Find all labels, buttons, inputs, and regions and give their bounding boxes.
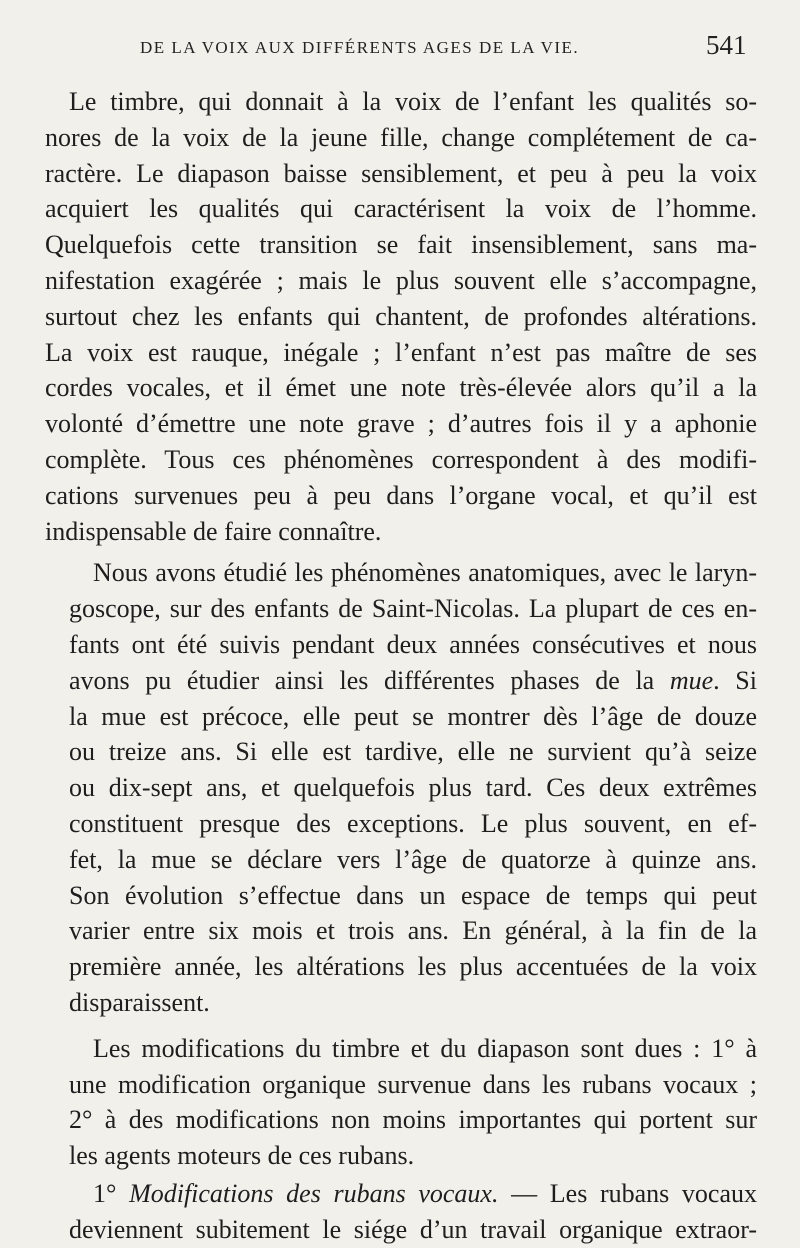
text-line: nores de la voix de la jeune fille, change complétement de ca- — [45, 122, 757, 152]
text-line: la mue est précoce, elle peut se montrer dès l’âge de douze — [69, 701, 757, 731]
text-line: indispensable de faire connaître. — [45, 516, 382, 546]
body-text — [45, 84, 757, 1248]
text-line: Son évolution s’effectue dans un espace de temps qui peut — [69, 880, 757, 910]
paragraph-4 — [45, 1176, 757, 1248]
text-run: avons pu étudier ainsi les différentes phases de la — [69, 665, 670, 695]
text-line: ractère. Le diapason baisse sensiblement, et peu à peu la voix — [45, 158, 757, 188]
paragraph-3 — [45, 1031, 757, 1174]
text-line — [45, 663, 757, 699]
page-number: 541 — [706, 30, 747, 60]
text-line: fet, la mue se déclare vers l’âge de quatorze à quinze ans. — [69, 844, 757, 874]
text-line: complète. Tous ces phénomènes correspondent à des modifi- — [45, 444, 757, 474]
section-number: 1° — [93, 1178, 130, 1208]
text-line: Quelquefois cette transition se fait insensiblement, sans ma- — [45, 230, 757, 260]
text-line: varier entre six mois et trois ans. En général, à la fin de la — [69, 916, 757, 946]
italic-term: mue — [669, 665, 714, 695]
text-line: ou dix-sept ans, et quelquefois plus tard. Ces deux extrêmes — [69, 773, 757, 803]
text-line: 2° à des modifications non moins importantes qui portent sur — [69, 1105, 757, 1135]
text-line: cations survenues peu à peu dans l’organe vocal, et qu’il est — [45, 480, 757, 510]
text-run: — Les rubans vocaux — [498, 1178, 758, 1208]
text-line: Les modifications du timbre et du diapason sont dues : 1° à — [93, 1033, 757, 1063]
section-heading: Modifications des rubans vocaux. — [129, 1178, 499, 1208]
text-line: première année, les altérations les plus accentuées de la voix — [69, 952, 757, 982]
text-line: les agents moteurs de ces rubans. — [69, 1141, 415, 1171]
text-line: surtout chez les enfants qui chantent, de profondes altérations. — [45, 301, 757, 331]
text-run: . Si — [713, 665, 757, 695]
text-line: nifestation exagérée ; mais le plus souvent elle s’accompagne, — [45, 265, 757, 295]
text-line: une modification organique survenue dans les rubans vocaux ; — [69, 1069, 757, 1099]
text-line: Nous avons étudié les phénomènes anatomiques, avec le laryn- — [93, 558, 757, 588]
text-line: La voix est rauque, inégale ; l’enfant n’est pas maître de ses — [45, 337, 757, 367]
page-header — [0, 30, 800, 70]
running-title: DE LA VOIX AUX DIFFÉRENTS AGES DE LA VIE. — [140, 38, 580, 57]
paragraph-2 — [45, 555, 757, 1020]
text-line: disparaissent. — [69, 987, 210, 1017]
text-line: fants ont été suivis pendant deux années consécutives et nous — [69, 629, 757, 659]
text-line: cordes vocales, et il émet une note très-élevée alors qu’il a la — [45, 373, 757, 403]
text-line: constituent presque des exceptions. Le plus souvent, en ef- — [69, 808, 757, 838]
text-line: goscope, sur des enfants de Saint-Nicolas. La plupart de ces en- — [69, 594, 757, 624]
text-line: ou treize ans. Si elle est tardive, elle ne survient qu’à seize — [69, 737, 757, 767]
text-line: deviennent subitement le siége d’un travail organique extraor- — [69, 1214, 757, 1244]
paragraph-1 — [45, 84, 757, 549]
text-line: Le timbre, qui donnait à la voix de l’enfant les qualités so- — [69, 87, 757, 116]
text-line — [45, 1176, 757, 1212]
text-line: acquiert les qualités qui caractérisent la voix de l’homme. — [45, 194, 757, 224]
text-line: volonté d’émettre une note grave ; d’autres fois il y a aphonie — [45, 409, 757, 439]
